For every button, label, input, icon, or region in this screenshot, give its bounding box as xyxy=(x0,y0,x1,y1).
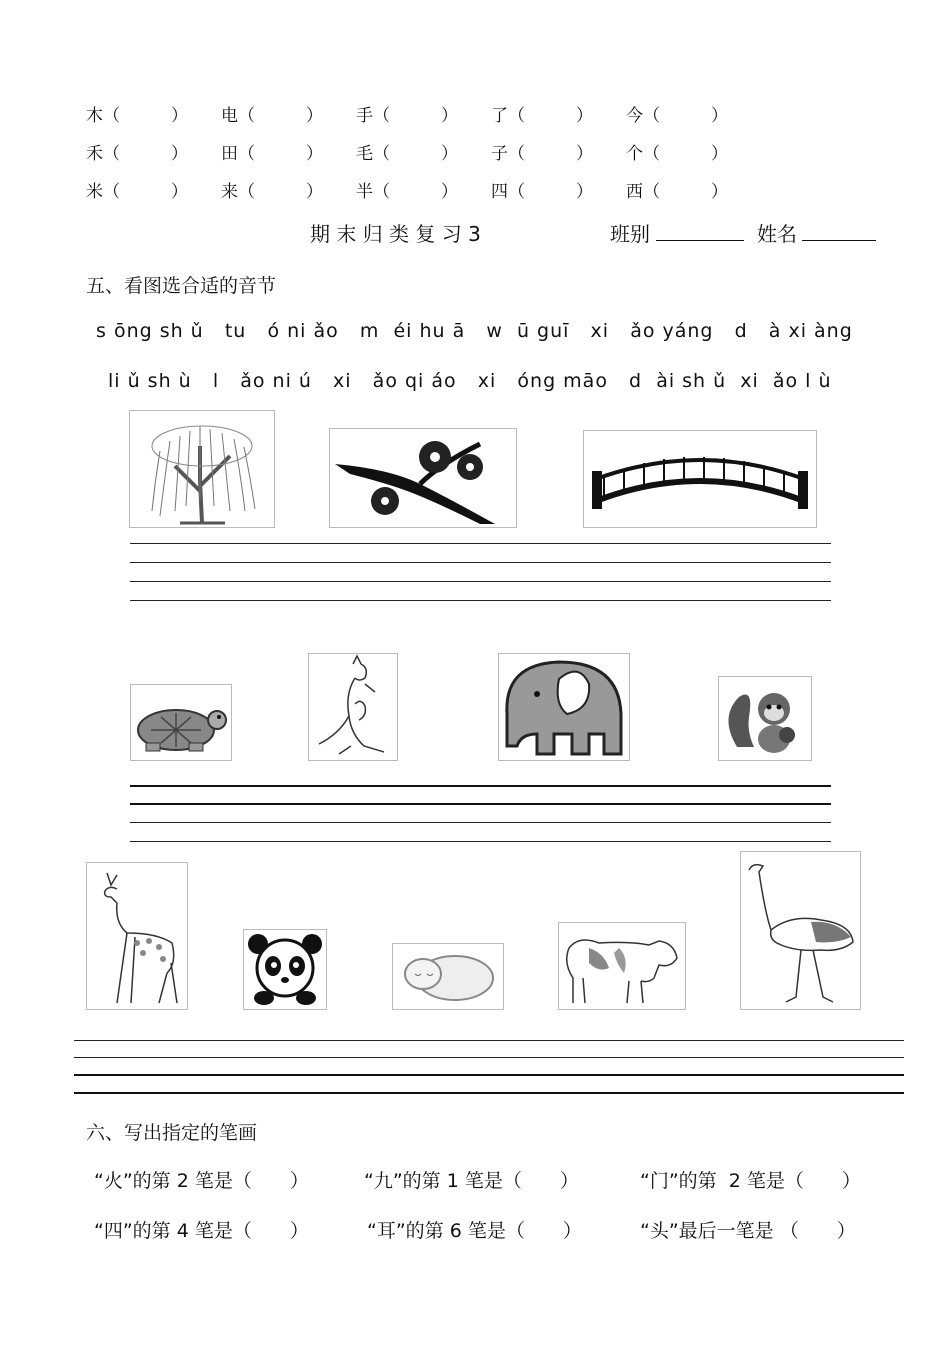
char-row-2 xyxy=(86,139,806,163)
char-blank[interactable]: 半（ ） xyxy=(356,182,458,202)
cow-picture xyxy=(558,922,686,1010)
char-blank[interactable]: 禾（ ） xyxy=(86,144,188,164)
deer-picture xyxy=(86,862,188,1010)
name-label: 姓名 xyxy=(757,222,797,246)
answer-line[interactable] xyxy=(130,562,831,563)
lamb-picture xyxy=(392,943,504,1010)
answer-line[interactable] xyxy=(130,803,831,805)
answer-line[interactable] xyxy=(130,581,831,582)
char-blank[interactable]: 了（ ） xyxy=(491,106,593,126)
answer-line[interactable] xyxy=(130,785,831,787)
worksheet-title: 期 末 归 类 复 习 3 xyxy=(310,222,481,246)
panda-icon xyxy=(244,930,326,1009)
ostrich-picture xyxy=(740,851,861,1010)
stroke-question-row-2 xyxy=(94,1216,894,1246)
bridge-icon xyxy=(584,431,816,527)
char-blank[interactable]: 毛（ ） xyxy=(356,144,458,164)
worksheet-header xyxy=(300,218,900,248)
answer-line[interactable] xyxy=(130,543,831,544)
section6-heading: 六、写出指定的笔画 xyxy=(86,1122,258,1144)
plum-blossom-picture xyxy=(329,428,517,528)
char-blank[interactable]: 西（ ） xyxy=(626,182,728,202)
kangaroo-icon xyxy=(309,654,397,760)
class-label: 班别 xyxy=(610,222,650,246)
char-blank[interactable]: 子（ ） xyxy=(491,144,593,164)
char-blank[interactable]: 米（ ） xyxy=(86,182,188,202)
plum-blossom-icon xyxy=(330,429,516,527)
stroke-question-row-1 xyxy=(94,1166,894,1196)
char-blank[interactable]: 来（ ） xyxy=(221,182,323,202)
stroke-question[interactable]: “九”的第 1 笔是（ ） xyxy=(364,1170,579,1192)
turtle-icon xyxy=(131,685,231,760)
stroke-question[interactable]: “头”最后一笔是 （ ） xyxy=(640,1220,856,1242)
deer-icon xyxy=(87,863,187,1009)
char-blank[interactable]: 手（ ） xyxy=(356,106,458,126)
class-field[interactable] xyxy=(656,220,744,241)
char-row-3 xyxy=(86,177,806,201)
answer-line[interactable] xyxy=(74,1092,904,1094)
bridge-picture xyxy=(583,430,817,528)
section5-heading: 五、看图选合适的音节 xyxy=(86,275,277,297)
elephant-picture xyxy=(498,653,630,761)
lamb-icon xyxy=(393,944,503,1009)
stroke-question[interactable]: “门”的第 2 笔是（ ） xyxy=(640,1170,861,1192)
char-blank[interactable]: 电（ ） xyxy=(221,106,323,126)
answer-line[interactable] xyxy=(74,1040,904,1041)
willow-tree-icon xyxy=(130,411,274,527)
answer-line[interactable] xyxy=(74,1074,904,1076)
elephant-icon xyxy=(499,654,629,760)
answer-line[interactable] xyxy=(130,600,831,601)
answer-line[interactable] xyxy=(130,822,831,823)
answer-line[interactable] xyxy=(74,1057,904,1058)
squirrel-picture xyxy=(718,676,812,761)
cow-icon xyxy=(559,923,685,1009)
pinyin-line-2: li ǔ sh ù l ǎo ni ú xi ǎo qi áo xi óng māo d ài sh ǔ xi ǎo l ù xyxy=(108,370,832,392)
char-blank[interactable]: 今（ ） xyxy=(626,106,728,126)
char-row-1 xyxy=(86,101,806,125)
char-blank[interactable]: 田（ ） xyxy=(221,144,323,164)
ostrich-icon xyxy=(741,852,860,1009)
char-blank[interactable]: 四（ ） xyxy=(491,182,593,202)
name-field[interactable] xyxy=(802,220,876,241)
stroke-question[interactable]: “耳”的第 6 笔是（ ） xyxy=(367,1220,582,1242)
char-blank[interactable]: 个（ ） xyxy=(626,144,728,164)
panda-picture xyxy=(243,929,327,1010)
kangaroo-picture xyxy=(308,653,398,761)
pinyin-line-1: s ōng sh ǔ tu ó ni ǎo m éi hu ā w ū guī xi ǎo yáng d à xi àng xyxy=(96,320,853,342)
willow-tree-picture xyxy=(129,410,275,528)
squirrel-icon xyxy=(719,677,811,760)
answer-line[interactable] xyxy=(130,841,831,842)
char-blank[interactable]: 木（ ） xyxy=(86,106,188,126)
stroke-question[interactable]: “火”的第 2 笔是（ ） xyxy=(94,1170,309,1192)
stroke-question[interactable]: “四”的第 4 笔是（ ） xyxy=(94,1220,309,1242)
turtle-picture xyxy=(130,684,232,761)
